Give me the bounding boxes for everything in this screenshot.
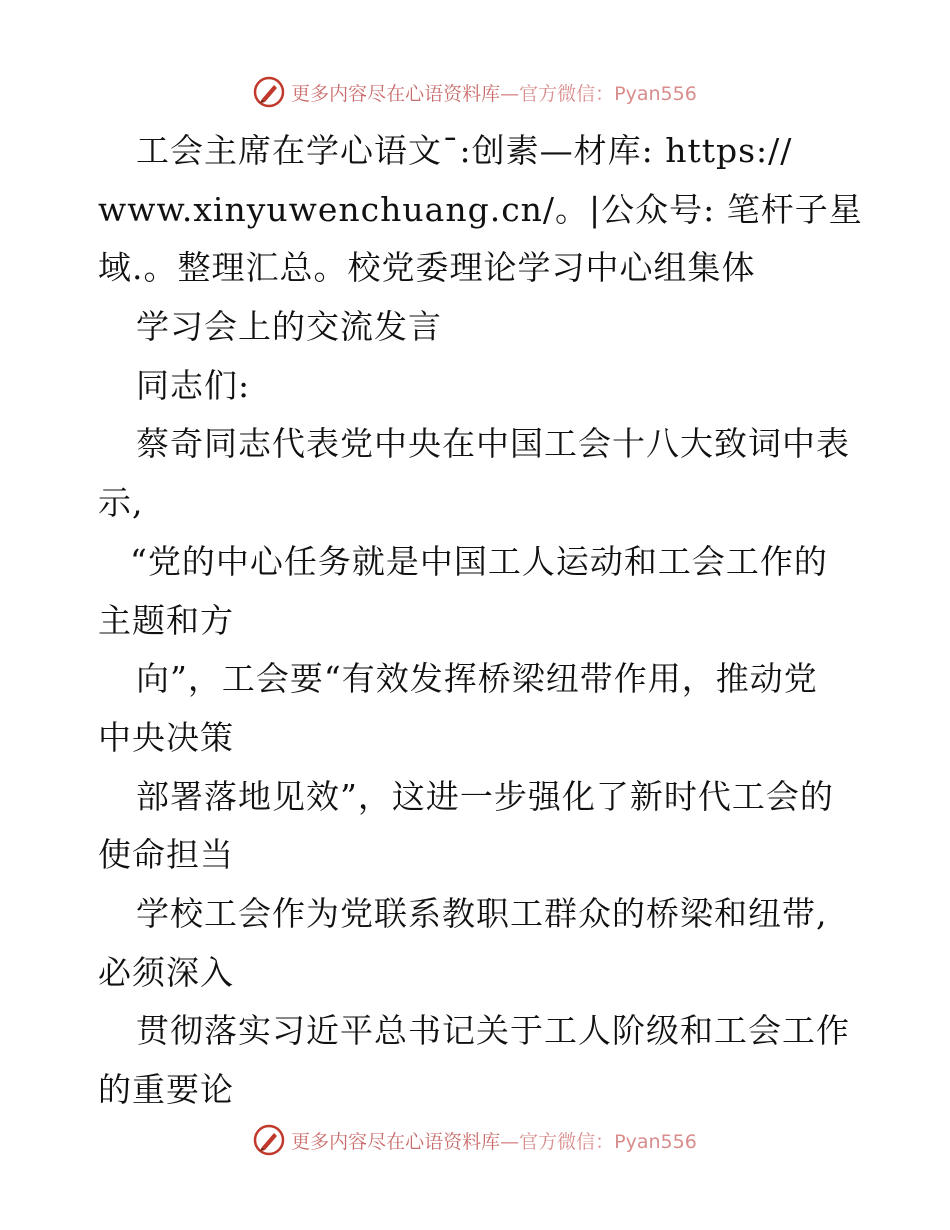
body-line: 同志们: [136, 365, 251, 405]
watermark-text: 更多内容尽在心语资料库—官方微信：Pyan556 [291, 1130, 697, 1153]
body-line: 使命担当 [98, 835, 234, 875]
document-body [98, 122, 863, 1120]
watermark-text: 更多内容尽在心语资料库—官方微信：Pyan556 [291, 82, 697, 105]
pen-logo-icon [253, 76, 285, 108]
footer-watermark [0, 1120, 950, 1160]
pen-logo-icon [253, 1124, 285, 1156]
body-line: 学校工会作为党联系教职工群众的桥梁和纽带, [136, 893, 828, 933]
body-line: 的重要论 [98, 1070, 234, 1109]
header-watermark [0, 72, 950, 112]
body-line: 域.。整理汇总。校党委理论学习中心组集体 [98, 248, 756, 288]
body-line: www.xinyuwenchuang.cn/。|公众号: 笔杆子星 [98, 189, 863, 229]
body-line: 工会主席在学心语文¯:创素—材库: https:// [136, 131, 793, 170]
body-line: 贯彻落实习近平总书记关于工人阶级和工会工作 [136, 1011, 850, 1051]
body-line: 向”，工会要“有效发挥桥梁纽带作用，推动党 [136, 659, 818, 699]
body-line: “党的中心任务就是中国工人运动和工会工作的 [130, 541, 828, 581]
body-line: 中央决策 [98, 717, 234, 757]
body-line: 蔡奇同志代表党中央在中国工会十八大致词中表 [136, 424, 850, 464]
body-line: 主题和方 [98, 600, 234, 640]
body-line: 学习会上的交流发言 [136, 307, 442, 347]
body-line: 示, [98, 483, 144, 523]
body-line: 必须深入 [98, 952, 234, 992]
body-line: 部署落地见效”，这进一步强化了新时代工会的 [136, 776, 834, 816]
